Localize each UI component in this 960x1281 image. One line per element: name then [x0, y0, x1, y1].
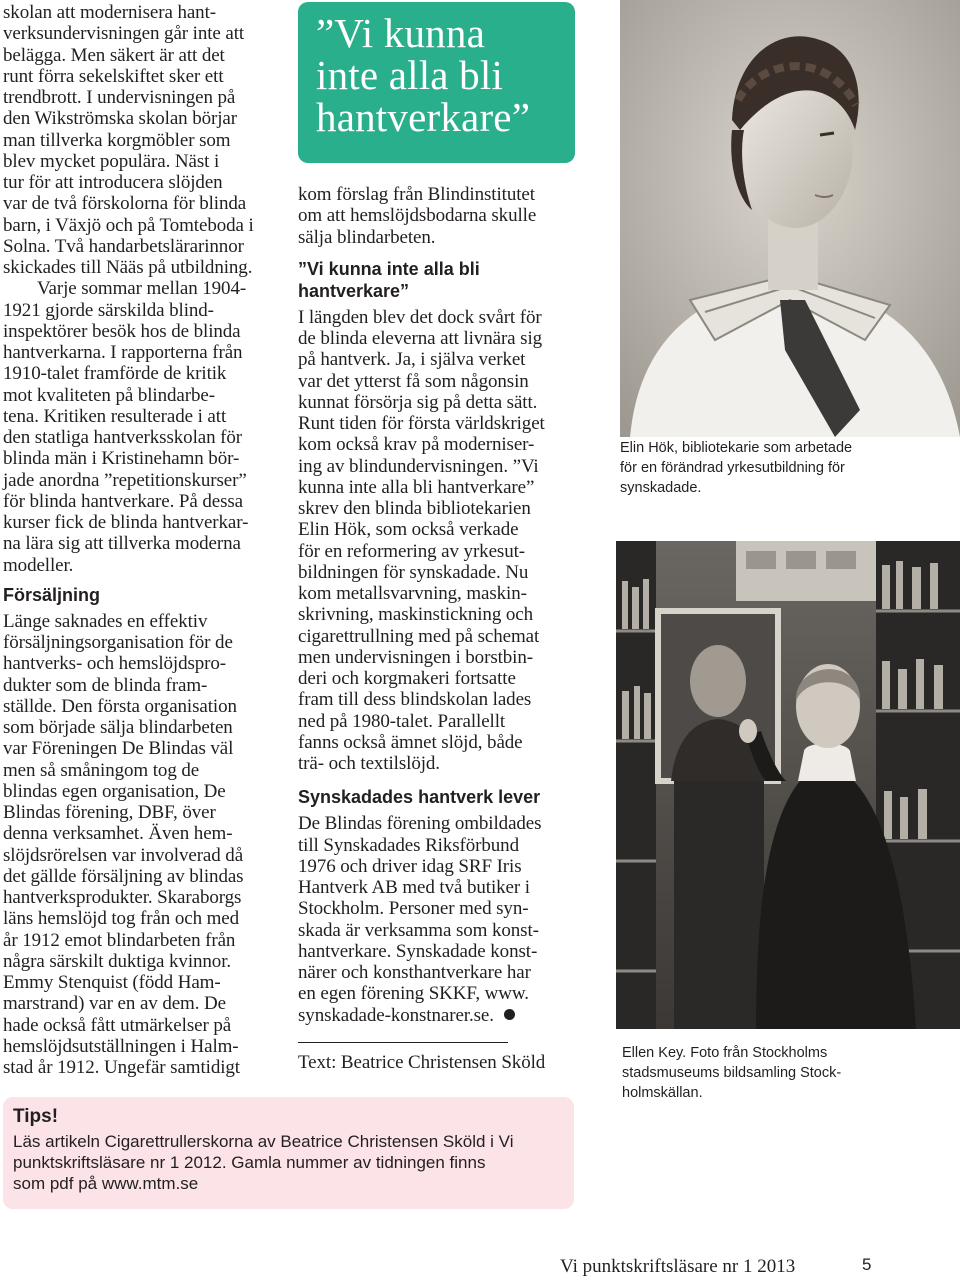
text-line: belägga. Men säkert är att det	[3, 44, 225, 66]
portrait-photo-elin-hok	[620, 0, 960, 437]
pull-quote-box	[298, 2, 575, 163]
text-line: Elin Hök, som också verkade	[298, 519, 519, 541]
caption-line: för en förändrad yrkesutbildning för	[620, 460, 845, 476]
left-paragraph-2	[3, 278, 281, 576]
text-line: var de två förskolorna för blinda	[3, 193, 247, 215]
text-line: Emmy Stenquist (född Ham-	[3, 972, 221, 993]
text-line: hade också fått utmärkelser på	[3, 1014, 232, 1036]
text-line: Länge saknades en effektiv	[3, 610, 208, 632]
text-line: na lära sig att tillverka moderna	[3, 533, 241, 555]
text-line: hantverksprodukter. Skaraborgs	[3, 887, 242, 908]
text-line: hantverkarna. I rapporterna från	[3, 342, 243, 363]
text-line: modeller.	[3, 554, 74, 576]
text-line: verksundervisningen går inte att	[3, 23, 245, 45]
text-line: Blindas förening, DBF, över	[3, 802, 216, 823]
heading-line: hantverkare”	[298, 280, 410, 301]
photo-ellen-key	[616, 541, 960, 1029]
text-line: det gällde försäljning av blindas	[3, 865, 244, 887]
text-line: Läs artikeln Cigarettrullerskorna av Beatrice Christensen Sköld i Vi	[13, 1132, 514, 1151]
pull-quote-line: inte alla bli	[316, 52, 504, 98]
text-line: skolan att modernisera hant-	[3, 2, 216, 23]
text-line: närer och konsthantverkare har	[298, 962, 531, 983]
text-line: blev mycket populära. Näst i	[3, 150, 220, 172]
middle-column	[298, 184, 578, 1073]
byline: Text: Beatrice Christensen Sköld	[298, 1051, 546, 1073]
text-line: jade anordna ”repetitionskurser”	[3, 469, 247, 491]
library-illustration	[616, 541, 960, 1029]
text-line: försäljningsorganisation för de	[3, 632, 233, 653]
text-line: kom också krav på moderniser-	[298, 434, 535, 456]
text-line: mot kvaliteten på blindarbe-	[3, 384, 215, 406]
text-line: stad år 1912. Ungefär samtidigt	[3, 1057, 240, 1078]
section-heading-vi-kunna	[298, 258, 578, 302]
text-line: kurser fick de blinda hantverkar-	[3, 512, 249, 533]
text-line: skrivning, maskinstickning och	[298, 604, 534, 626]
left-paragraph-3	[3, 611, 281, 1079]
text-line: dukter som de blinda fram-	[3, 674, 208, 696]
caption-line: synskadade.	[620, 480, 702, 496]
text-line: som pdf på www.mtm.se	[13, 1174, 199, 1193]
text-line: fram till dess blindskolan lades	[298, 689, 532, 711]
text-line: kunnat försörja sig på detta sätt.	[298, 391, 538, 413]
text-line: men så småningom tog de	[3, 759, 200, 781]
text-line: punktskriftsläsare nr 1 2012. Gamla nummer av tidningen finns	[13, 1153, 486, 1172]
caption-line: stadsmuseums bildsamling Stock-	[622, 1065, 842, 1081]
text-line: som började sälja blindarbeten	[3, 717, 233, 738]
text-line: hantverkare. Synskadade konst-	[298, 940, 538, 962]
text-line: I längden blev det dock svårt för	[298, 306, 542, 328]
caption-line: Elin Hök, bibliotekarie som arbetade	[620, 440, 853, 456]
pull-quote-line: ”Vi kunna	[316, 10, 485, 56]
caption-line: holmskällan.	[622, 1085, 703, 1101]
text-line: man tillverka korgmöbler som	[3, 129, 231, 151]
text-line: inspektörer besök hos de blinda	[3, 320, 241, 342]
text-line: hemslöjdsutställningen i Halm-	[3, 1035, 239, 1057]
text-line: ställde. Den första organisation	[3, 695, 237, 717]
text-line: kom förslag från Blindinstitutet	[298, 184, 535, 205]
text-line: blinda män i Kristinehamn bör-	[3, 448, 240, 470]
text-line: var Föreningen De Blindas väl	[3, 738, 234, 760]
text-line: den statliga hantverksskolan för	[3, 427, 242, 448]
footer-publication-title: Vi punktskriftsläsare nr 1 2013	[560, 1256, 796, 1277]
text-line: cigarettrullning med på schemat	[298, 625, 540, 647]
text-line: några särskilt duktiga kvinnor.	[3, 950, 232, 972]
text-line-content: synskadade-konstnarer.se.	[298, 1004, 494, 1026]
text-line: för en reformering av yrkesut-	[298, 540, 526, 562]
text-line: år 1912 emot blindarbeten från	[3, 929, 236, 951]
text-line: men undervisningen i borstbin-	[298, 646, 533, 668]
text-line: tena. Kritiken resulterade i att	[3, 405, 227, 427]
section-heading-forsaljning: Försäljning	[3, 584, 101, 605]
text-line: ned på 1980-talet. Parallellt	[298, 710, 506, 732]
text-line: sälja blindarbeten.	[298, 226, 436, 248]
text-line: för blinda hantverkare. På dessa	[3, 490, 244, 512]
text-line: om att hemslöjdsbodarna skulle	[298, 205, 537, 227]
text-line: blindas egen organisation, De	[3, 780, 226, 802]
text-line: läns hemslöjd tog från och med	[3, 908, 240, 930]
tips-text	[13, 1131, 574, 1194]
photo-caption-elin-hok	[620, 438, 852, 498]
text-line: den Wikströmska skolan börjar	[3, 108, 237, 130]
portrait-illustration	[620, 0, 960, 437]
text-line: marstrand) var en av dem. De	[3, 993, 226, 1015]
middle-paragraph-1	[298, 184, 578, 248]
text-line: 1976 och driver idag SRF Iris	[298, 855, 522, 877]
text-line: de blinda eleverna att livnära sig	[298, 328, 543, 349]
section-heading-synskadades: Synskadades hantverk lever	[298, 787, 541, 808]
text-line: Solna. Två handarbetslärarinnor	[3, 235, 244, 257]
pull-quote-line: hantverkare”	[316, 94, 531, 140]
page-number: 5	[862, 1255, 872, 1274]
text-line: Hantverk AB med två butiker i	[298, 877, 530, 898]
left-column	[3, 2, 281, 1078]
photo-caption-ellen-key	[622, 1043, 841, 1103]
text-line: Runt tiden för första världskriget	[298, 413, 545, 434]
end-of-article-bullet-icon	[504, 1009, 515, 1020]
text-line: 1910-talet framförde de kritik	[3, 363, 227, 385]
text-line: på hantverk. Ja, i själva verket	[298, 349, 526, 371]
text-line: bildningen för synskadade. Nu	[298, 561, 529, 583]
text-line: denna verksamhet. Även hem-	[3, 823, 233, 845]
text-line: 1921 gjorde särskilda blind-	[3, 299, 214, 321]
heading-line: ”Vi kunna inte alla bli	[298, 258, 480, 279]
tips-title: Tips!	[13, 1106, 59, 1127]
text-line: trä- och textilslöjd.	[298, 753, 440, 774]
caption-line: Ellen Key. Foto från Stockholms	[622, 1045, 828, 1061]
text-line: fanns också ämnet slöjd, både	[298, 731, 523, 753]
text-line: skada är verksamma som konst-	[298, 919, 539, 941]
text-line: till Synskadades Riksförbund	[298, 834, 519, 856]
text-line: var det ytterst få som någonsin	[298, 370, 529, 392]
byline-divider	[298, 1042, 508, 1043]
text-line: De Blindas förening ombildades	[298, 813, 542, 835]
text-line: ing av blindundervisningen. ”Vi	[298, 455, 539, 477]
text-line: kunna inte alla bli hantverkare”	[298, 476, 535, 498]
left-paragraph-1	[3, 2, 281, 278]
text-line: skickades till Nääs på utbildning.	[3, 257, 253, 278]
middle-paragraph-3	[298, 813, 578, 1026]
text-line: Stockholm. Personer med syn-	[298, 898, 529, 920]
text-line: Varje sommar mellan 1904-	[37, 278, 247, 300]
text-line: skrev den blinda bibliotekarien	[298, 498, 531, 519]
middle-paragraph-2	[298, 307, 578, 775]
tips-box	[3, 1097, 574, 1209]
text-line: kom metallsvarvning, maskin-	[298, 583, 527, 604]
text-line: trendbrott. I undervisningen på	[3, 87, 236, 108]
text-line: barn, i Växjö och på Tomteboda i	[3, 214, 254, 236]
text-line: runt förra sekelskiftet sker ett	[3, 65, 224, 87]
text-line: hantverks- och hemslöjdspro-	[3, 653, 227, 675]
text-line: deri och korgmakeri fortsatte	[298, 668, 516, 689]
text-line: slöjdsrörelsen var involverad då	[3, 844, 244, 866]
text-line	[298, 1005, 578, 1026]
text-line: en egen förening SKKF, www.	[298, 983, 529, 1005]
text-line: tur för att introducera slöjden	[3, 172, 223, 193]
